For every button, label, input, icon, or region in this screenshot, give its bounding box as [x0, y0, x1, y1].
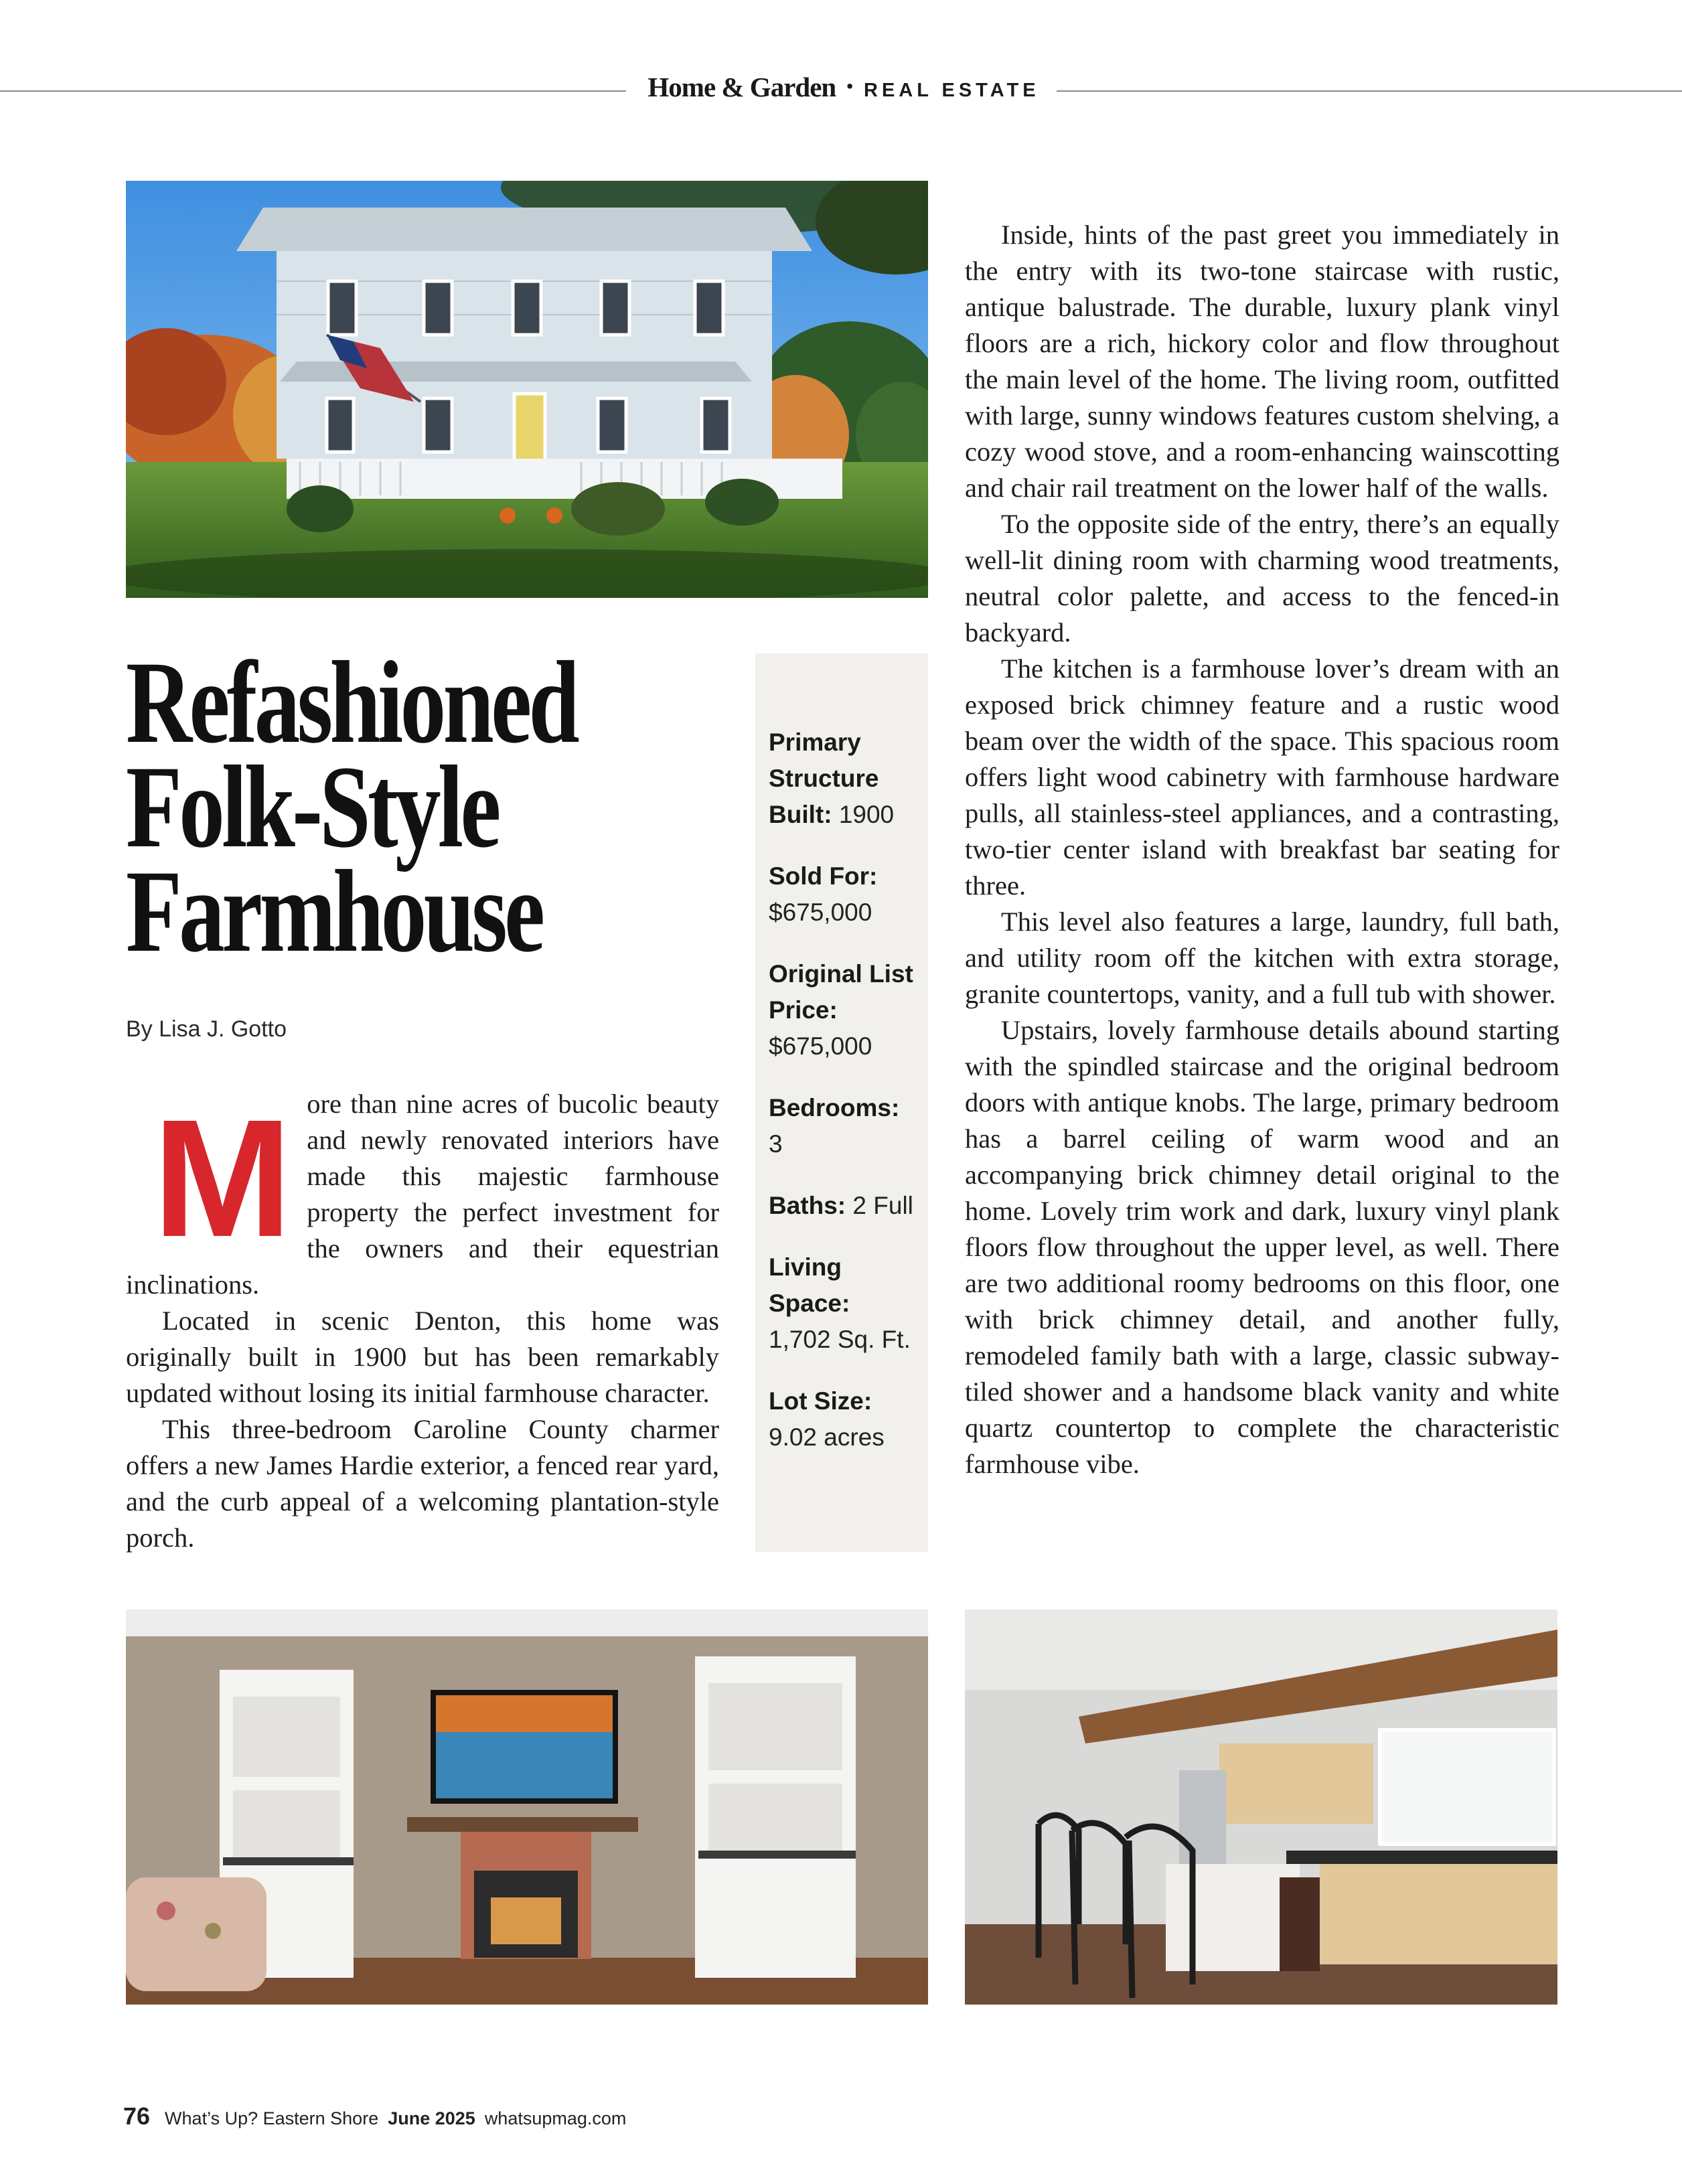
- fact-baths: [769, 1188, 923, 1224]
- fact-value: 2 Full: [852, 1192, 913, 1219]
- body-paragraph: Located in scenic Denton, this home was originally built in 1900 but has been remarkably updated without losing its initial farmhouse character.: [126, 1306, 719, 1408]
- fact-label: Lot Size:: [769, 1387, 872, 1415]
- body-paragraph: To the opposite side of the entry, there’s an equally well-lit dining room with charming wood treatments, neutral color palette, and access to the fenced-in backyard.: [965, 509, 1559, 647]
- header-separator: •: [846, 76, 854, 96]
- fact-value: $675,000: [769, 899, 872, 926]
- fact-value: $675,000: [769, 1032, 872, 1060]
- drop-cap: M: [153, 1085, 287, 1271]
- article-body-right: [965, 217, 1559, 1482]
- header-rule-right: [1057, 90, 1682, 92]
- fact-value: 1,702 Sq. Ft.: [769, 1326, 911, 1353]
- section-header: [643, 71, 1045, 103]
- body-paragraph: Inside, hints of the past greet you immediately in the entry with its two-tone staircase with rustic, antique balustrade. The durable, luxury plank vinyl floors are a rich, hickory color and flow throughout the main level of the home. The living room, outfitted with large, sunny windows features custom shelving, a cozy wood stove, and a room-enhancing wainscotting and chair rail treatment on the lower half of the walls.: [965, 220, 1559, 503]
- fact-lot-size: [769, 1383, 923, 1456]
- farmhouse-exterior-photo: [126, 181, 928, 598]
- page-number: 76: [123, 2102, 151, 2130]
- fact-value: 1900: [838, 801, 895, 828]
- kitchen-photo: [965, 1610, 1557, 2005]
- body-paragraph: This level also features a large, laundry, full bath, and utility room off the kitchen with extra storage, granite countertops, vanity, and a full tub with shower.: [965, 907, 1559, 1009]
- fact-label: Bedrooms:: [769, 1094, 900, 1121]
- body-paragraph: ore than nine acres of bucolic beauty and newly renovated interiors have made this majestic farmhouse property the perfect investment for the owners and their equestrian inclinations.: [126, 1089, 719, 1300]
- issue-date: June 2025: [388, 2108, 475, 2128]
- body-paragraph: This three-bedroom Caroline County charmer offers a new James Hardie exterior, a fenced rear yard, and the curb appeal of a welcoming plantation-style porch.: [126, 1414, 719, 1553]
- fact-list-price: [769, 956, 923, 1065]
- title-line: Folk-Style: [126, 742, 498, 872]
- property-facts-sidebar: [755, 653, 928, 1552]
- header-rule-left: [0, 90, 626, 92]
- title-line: Farmhouse: [126, 846, 542, 977]
- living-room-photo: [126, 1610, 928, 2005]
- title-line: Refashioned: [126, 637, 577, 768]
- fact-bedrooms: [769, 1090, 923, 1162]
- section-category: REAL ESTATE: [864, 80, 1040, 101]
- fact-living-space: [769, 1249, 923, 1358]
- website-url: whatsupmag.com: [484, 2108, 627, 2128]
- fact-value: 9.02 acres: [769, 1423, 885, 1451]
- page-footer: [123, 2102, 626, 2130]
- fact-label: Original List Price:: [769, 960, 913, 1024]
- fact-label: Primary Structure Built:: [769, 728, 879, 828]
- fact-label: Baths:: [769, 1192, 846, 1219]
- magazine-name: What’s Up? Eastern Shore: [165, 2108, 379, 2128]
- article-title: [126, 637, 596, 977]
- section-name: Home & Garden: [647, 72, 836, 102]
- fact-label: Living Space:: [769, 1253, 850, 1317]
- fact-value: 3: [769, 1130, 783, 1158]
- article-body-left: [126, 1086, 719, 1556]
- fact-year-built: [769, 724, 923, 833]
- body-paragraph: Upstairs, lovely farmhouse details abound starting with the spindled staircase and the original bedroom doors with antique knobs. The large, primary bedroom has a barrel ceiling of warm wood and an accompanying brick chimney detail original to the home. Lovely trim work and dark, luxury vinyl plank floors flow throughout the upper level, as well. There are two additional roomy bedrooms on this floor, one with brick chimney detail, and another fully, remodeled family bath with a large, classic subway-tiled shower and a handsome black vanity and white quartz countertop to complete the characteristic farmhouse vibe.: [965, 1015, 1559, 1479]
- body-paragraph: The kitchen is a farmhouse lover’s dream with an exposed brick chimney feature and a rustic wood beam over the width of the space. This spacious room offers light wood cabinetry with farmhouse hardware pulls, all stainless-steel appliances, and a contrasting, two-tier center island with breakfast bar seating for three.: [965, 653, 1559, 901]
- byline: By Lisa J. Gotto: [126, 1016, 287, 1042]
- fact-sold-for: [769, 858, 923, 931]
- fact-label: Sold For:: [769, 862, 878, 890]
